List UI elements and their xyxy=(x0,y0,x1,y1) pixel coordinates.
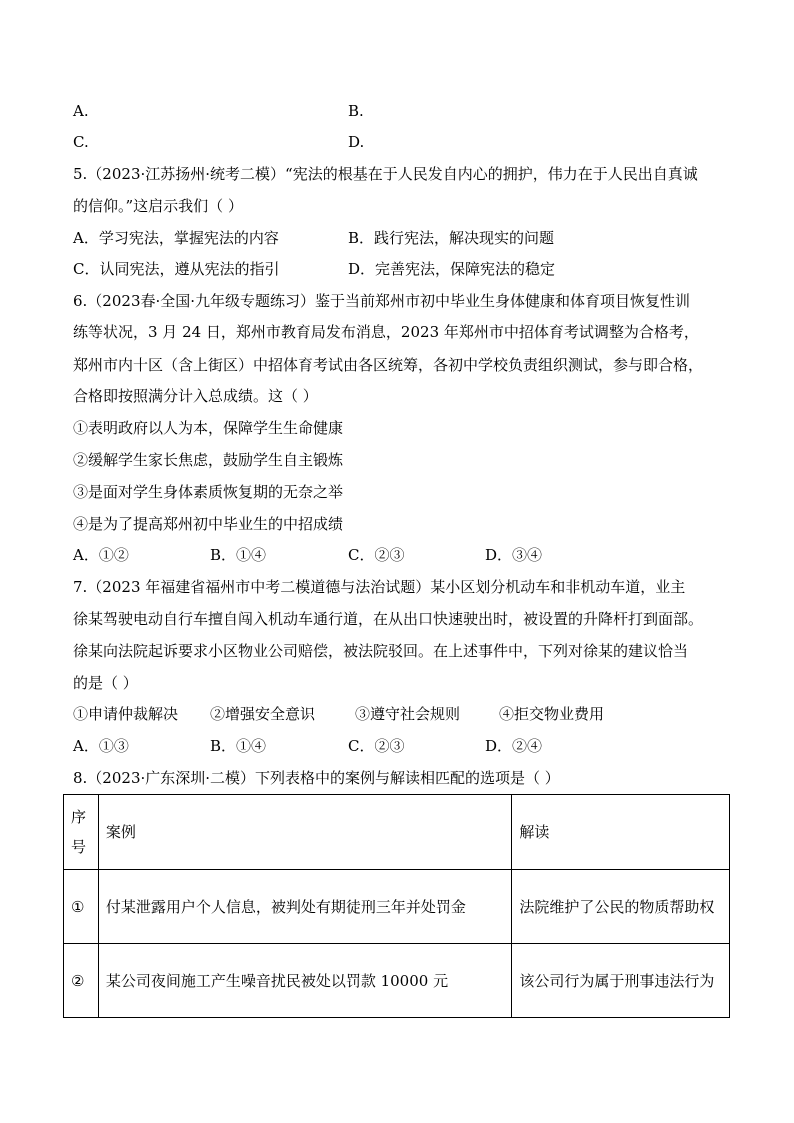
header-num: 序号 xyxy=(64,795,99,870)
header-reading: 解读 xyxy=(512,795,730,870)
q6-stem-line-1: 6.（2023春·全国·九年级专题练习）鉴于当前郑州市初中毕业生身体健康和体育项目恢复性训 xyxy=(73,292,691,310)
q7-stem-line-4: 的是（ ） xyxy=(73,674,138,692)
case-table xyxy=(63,794,730,1018)
option-a: A. xyxy=(73,102,89,120)
row-num: ① xyxy=(64,870,99,944)
q6-option-d: D．③④ xyxy=(485,546,543,564)
q7-statement-3: ③遵守社会规则 xyxy=(355,705,461,723)
option-c: C. xyxy=(73,133,89,151)
q6-statement-3: ③是面对学生身体素质恢复期的无奈之举 xyxy=(73,483,344,501)
q7-option-c: C．②③ xyxy=(348,737,405,755)
option-d: D. xyxy=(348,133,365,151)
q6-option-b: B．①④ xyxy=(210,546,267,564)
row-reading: 该公司行为属于刑事违法行为 xyxy=(512,944,730,1018)
q6-option-a: A．①② xyxy=(73,546,129,564)
q7-option-b: B．①④ xyxy=(210,737,267,755)
option-b: B. xyxy=(348,102,364,120)
q6-statement-1: ①表明政府以人为本，保障学生生命健康 xyxy=(73,419,344,437)
q7-stem-line-1: 7.（2023 年福建省福州市中考二模道德与法治试题）某小区划分机动车和非机动车道，业主 xyxy=(73,578,686,596)
q5-option-b: B．践行宪法，解决现实的问题 xyxy=(348,229,555,247)
q6-stem-line-2: 练等状况，3 月 24 日，郑州市教育局发布消息，2023 年郑州市中招体育考试调整为合格考， xyxy=(73,323,699,341)
q7-stem-line-2: 徐某驾驶电动自行车擅自闯入机动车通行道，在从出口快速驶出时，被设置的升降杆打到面部。 xyxy=(73,610,704,628)
q6-statement-4: ④是为了提高郑州初中毕业生的中招成绩 xyxy=(73,515,344,533)
q5-stem-line-1: 5.（2023·江苏扬州·统考二模）“宪法的根基在于人民发自内心的拥护，伟力在于人民出自真诚 xyxy=(73,165,698,183)
q7-statement-1: ①申请仲裁解决 xyxy=(73,705,179,723)
q6-option-c: C．②③ xyxy=(348,546,405,564)
row-case: 付某泄露用户个人信息，被判处有期徒刑三年并处罚金 xyxy=(98,870,512,944)
q6-stem-line-4: 合格即按照满分计入总成绩。这（ ） xyxy=(73,387,318,405)
q7-option-d: D．②④ xyxy=(485,737,543,755)
q5-option-c: C．认同宪法，遵从宪法的指引 xyxy=(73,260,280,278)
q5-stem-line-2: 的信仰。”这启示我们（ ） xyxy=(73,197,243,215)
q5-option-d: D．完善宪法，保障宪法的稳定 xyxy=(348,260,556,278)
q6-stem-line-3: 郑州市内十区（含上街区）中招体育考试由各区统筹，各初中学校负责组织测试，参与即合格， xyxy=(73,356,704,374)
table-row xyxy=(64,944,730,1018)
row-num: ② xyxy=(64,944,99,1018)
header-case: 案例 xyxy=(98,795,512,870)
table-header-row xyxy=(64,795,730,870)
q6-statement-2: ②缓解学生家长焦虑，鼓励学生自主锻炼 xyxy=(73,451,344,469)
q5-option-a: A．学习宪法，掌握宪法的内容 xyxy=(73,229,279,247)
row-reading: 法院维护了公民的物质帮助权 xyxy=(512,870,730,944)
q7-stem-line-3: 徐某向法院起诉要求小区物业公司赔偿，被法院驳回。在上述事件中，下列对徐某的建议恰当 xyxy=(73,642,689,660)
q7-statement-4: ④拒交物业费用 xyxy=(499,705,605,723)
q7-option-a: A．①③ xyxy=(73,737,129,755)
q7-statement-2: ②增强安全意识 xyxy=(210,705,316,723)
row-case: 某公司夜间施工产生噪音扰民被处以罚款 10000 元 xyxy=(98,944,512,1018)
table-row xyxy=(64,870,730,944)
q8-stem-line-1: 8.（2023·广东深圳·二模）下列表格中的案例与解读相匹配的选项是（ ） xyxy=(73,769,560,787)
